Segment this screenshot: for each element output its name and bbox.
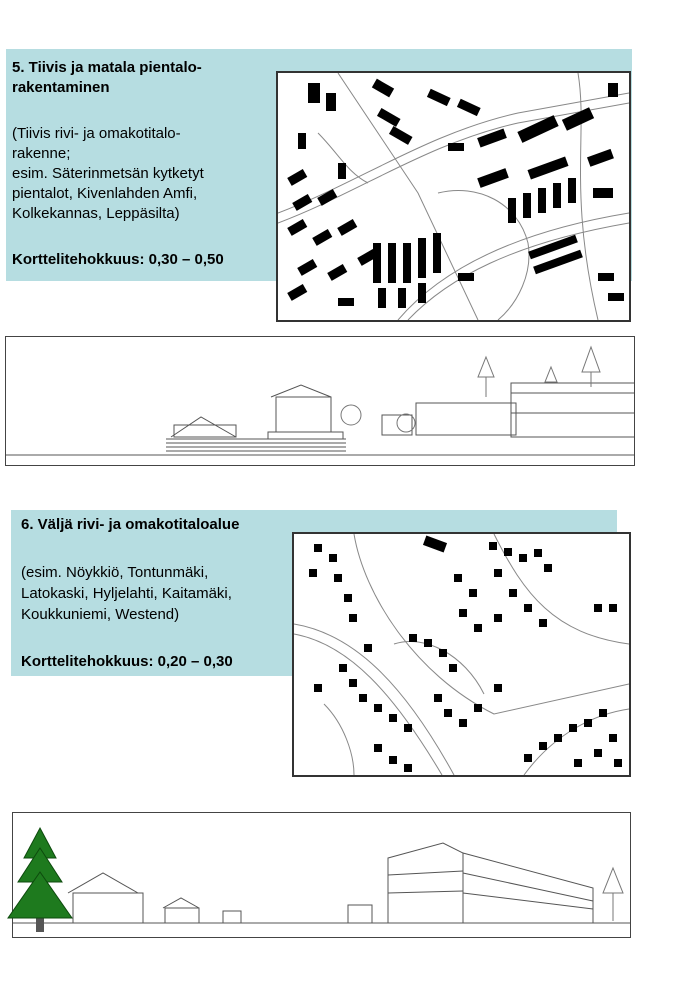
section5-desc-line5: Kolkekannas, Leppäsilta) xyxy=(12,205,180,222)
section5-title-line1: 5. Tiivis ja matala pientalo- xyxy=(12,59,202,76)
section6-elevation-drawing xyxy=(13,813,630,937)
section5-desc-line2: rakenne; xyxy=(12,145,71,162)
section5-site-plan-drawing xyxy=(278,73,629,320)
section5-density: Korttelitehokkuus: 0,30 – 0,50 xyxy=(12,251,224,268)
section5-elevation xyxy=(5,336,635,466)
section6-title: 6. Väljä rivi- ja omakotitaloalue xyxy=(21,516,240,533)
section5-site-plan xyxy=(276,71,631,322)
section6-density: Korttelitehokkuus: 0,20 – 0,30 xyxy=(21,653,233,670)
section6-site-plan xyxy=(292,532,631,777)
section6-desc-line3: Koukkuniemi, Westend) xyxy=(21,606,180,623)
section5-desc-line1: (Tiivis rivi- ja omakotitalo- xyxy=(12,125,181,142)
section6-site-plan-drawing xyxy=(294,534,629,775)
section5-desc-line4: pientalot, Kivenlahden Amfi, xyxy=(12,185,198,202)
section6-desc-line2: Latokaski, Hyljelahti, Kaitamäki, xyxy=(21,585,232,602)
section5-desc-line3: esim. Säterinmetsän kytketyt xyxy=(12,165,204,182)
tree-icon xyxy=(0,826,80,934)
section6-desc-line1: (esim. Nöykkiö, Tontunmäki, xyxy=(21,564,209,581)
section5-title-line2: rakentaminen xyxy=(12,79,110,96)
section6-elevation xyxy=(12,812,631,938)
section5-elevation-drawing xyxy=(6,337,634,465)
